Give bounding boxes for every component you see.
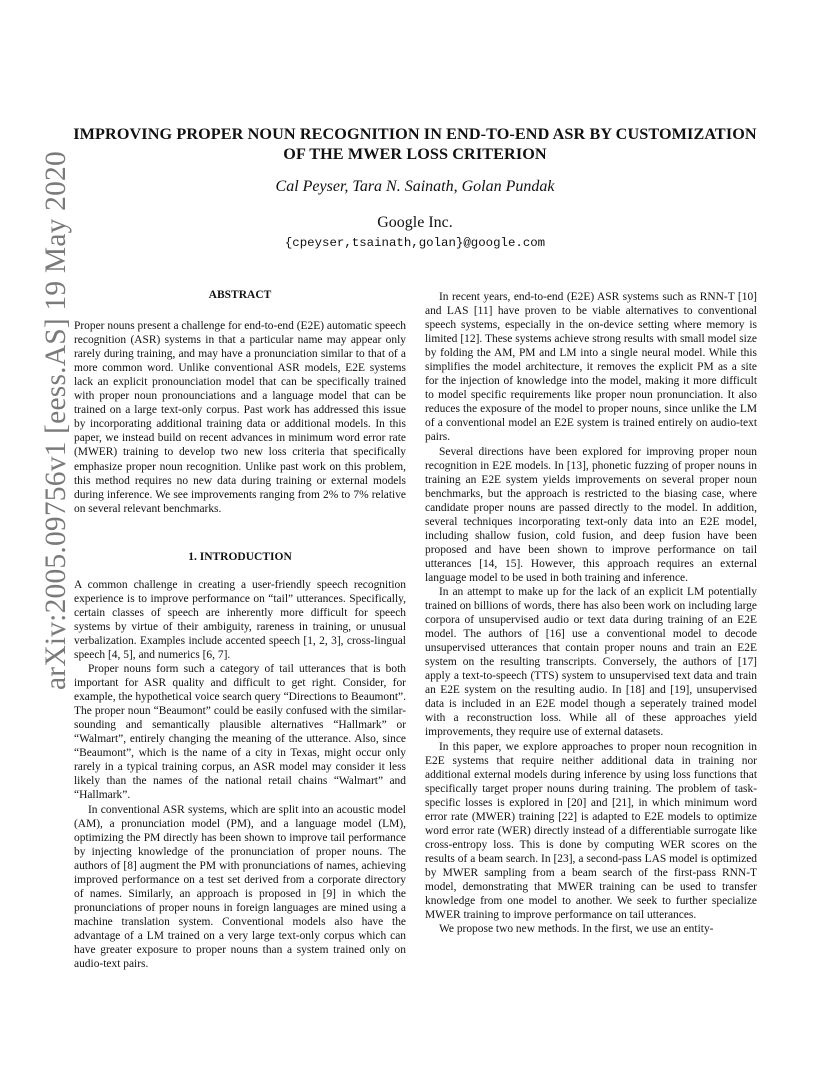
abstract-heading: ABSTRACT [208,289,272,301]
arxiv-stamp-area [18,151,72,690]
body-paragraph: We propose two new methods. In the first, we use an entity- [439,923,714,936]
intro-paragraph: In conventional ASR systems, which are split into an acoustic model (AM), a pronunciation model (PM), and a language model (LM), optimizing the PM directly has been shown to improve tail performance by injecting knowledge of the pronunciation of proper nouns. The authors of [8] augment the PM with pronunciations of names, achieving improved performance on a test set derived from a corporate directory of names. Similarly, an approach is proposed in [9] in which the pronunciations of proper nouns in foreign languages are mined using a machine translation system. Conventional models also have the advantage of a LM trained on a very large text-only corpus which can have greater exposure to proper nouns than a system trained only on audio-text pairs. [74,803,406,971]
introduction-heading: 1. INTRODUCTION [188,550,292,563]
body-paragraph: In this paper, we explore approaches to proper noun recognition in E2E systems that require neither additional data in training nor additional external models during inference by using loss functions that specifically target proper nouns during training. The problem of task-specific losses is explored in [20] and [21], in which minimum word error rate (MWER) training [22] is adapted to E2E models to optimize word error rate (WER) directly instead of a differentiable surrogate like cross-entropy loss. This is done by computing WER scores on the results of a beam search. In [23], a second-pass LAS model is optimized by MWER sampling from a beam search of the first-pass RNN-T model, demonstrating that MWER training can be used to transfer knowledge from one model to another. We seek to further specialize MWER training to improve performance on tail utterances. [425,740,757,922]
right-column [425,290,757,936]
body-paragraph: Several directions have been explored for improving proper noun recognition in E2E models. In [13], phonetic fuzzing of proper nouns in training an E2E system yields improvements on several proper noun benchmarks, but the approach is restricted to the biasing case, where candidate proper nouns are passed directly to the model. In addition, several techniques incorporating text-only data into an E2E model, including shallow fusion, cold fusion, and deep fusion have been proposed and have been shown to improve performance on tail utterances [14, 15]. However, this approach requires an external language model to be used in both training and inference. [425,445,757,584]
abstract-text: Proper nouns present a challenge for end-to-end (E2E) automatic speech recognition (ASR) systems in that a particular name may appear only rarely during training, and may have a pronunciation similar to that of a more common word. Unlike conventional ASR models, E2E systems lack an explicit pronounciation model that can be specifically trained with proper noun pronounciations and a language model that can be trained on a large text-only corpus. Past work has addressed this issue by incorporating additional training data or additional models. In this paper, we instead build on recent advances in minimum word error rate (MWER) training to develop two new loss criteria that specifically emphasize proper noun recognition. Unlike past work on this problem, this method requires no new data during training or external models during inference. We see improvements ranging from 2% to 7% relative on several relevant benchmarks. [74,320,406,515]
left-column [74,288,406,971]
paper-title: IMPROVING PROPER NOUN RECOGNITION IN END-TO-END ASR BY CUSTOMIZATION OF THE MWER LOSS CRITERION [73,125,757,163]
spacer [74,302,406,319]
author-emails: {cpeyser,tsainath,golan}@google.com [284,236,546,250]
spacer [74,516,406,550]
arxiv-stamp[interactable]: arXiv:2005.09756v1 [eess.AS] 19 May 2020 [40,151,72,690]
spacer [74,564,406,578]
body-paragraph: In recent years, end-to-end (E2E) ASR systems such as RNN-T [10] and LAS [11] have proven to be viable alternatives to conventional speech systems, especially in the on-device setting where memory is limited [12]. These systems achieve strong results with small model size by folding the AM, PM and LM into a single neural model. While this simplifies the model architecture, it removes the explicit PM as a site for the injection of knowledge into the model, making it more difficult to model specific requirements like proper noun pronunciation. It also reduces the exposure of the model to proper nouns, since unlike the LM of a conventional model an E2E system is trained entirely on audio-text pairs. [425,291,757,444]
body-paragraph: In an attempt to make up for the lack of an explicit LM potentially trained on billions of words, there has also been work on including large corpora of unsupervised audio or text data during training of an E2E model. The authors of [16] use a conventional model to decode unsupervised utterances that contain proper nouns and train an E2E system on the resulting transcripts. Conversely, the authors of [17] apply a text-to-speech (TTS) system to unsupervised text data and train an E2E system on the resulting audio. In [18] and [19], unsupervised data is included in an E2E model though a seperately trained model with a reconstruction loss. While all of these approaches yield improvements, they require use of external datasets. [425,585,757,739]
paper-authors: Cal Peyser, Tara N. Sainath, Golan Pundak [275,178,555,195]
intro-paragraph: Proper nouns form such a category of tail utterances that is both important for ASR quality and difficult to get right. Consider, for example, the hypothetical voice search query “Directions to Beaumont”. The proper noun “Beaumont” could be easily confused with the similar-sounding and semantically plausible alternatives “Hallmark” or “Walmart”, entirely changing the meaning of the utterance. Also, since “Beaumont”, which is the name of a city in Texas, might occur only rarely in a typical training corpus, an ASR model may consider it less likely than the names of the national retail chains “Walmart” and “Hallmark”. [74,663,406,802]
paper-affiliation: Google Inc. [377,214,453,231]
intro-paragraph: A common challenge in creating a user-friendly speech recognition experience is to improve performance on “tail” utterances. Specifically, certain classes of speech are inherently more difficult for speech systems by virtue of their ambiguity, rareness in training, or unusual verbalization. Examples include accented speech [1, 2, 3], cross-lingual speech [4, 5], and numerics [6, 7]. [74,578,406,661]
